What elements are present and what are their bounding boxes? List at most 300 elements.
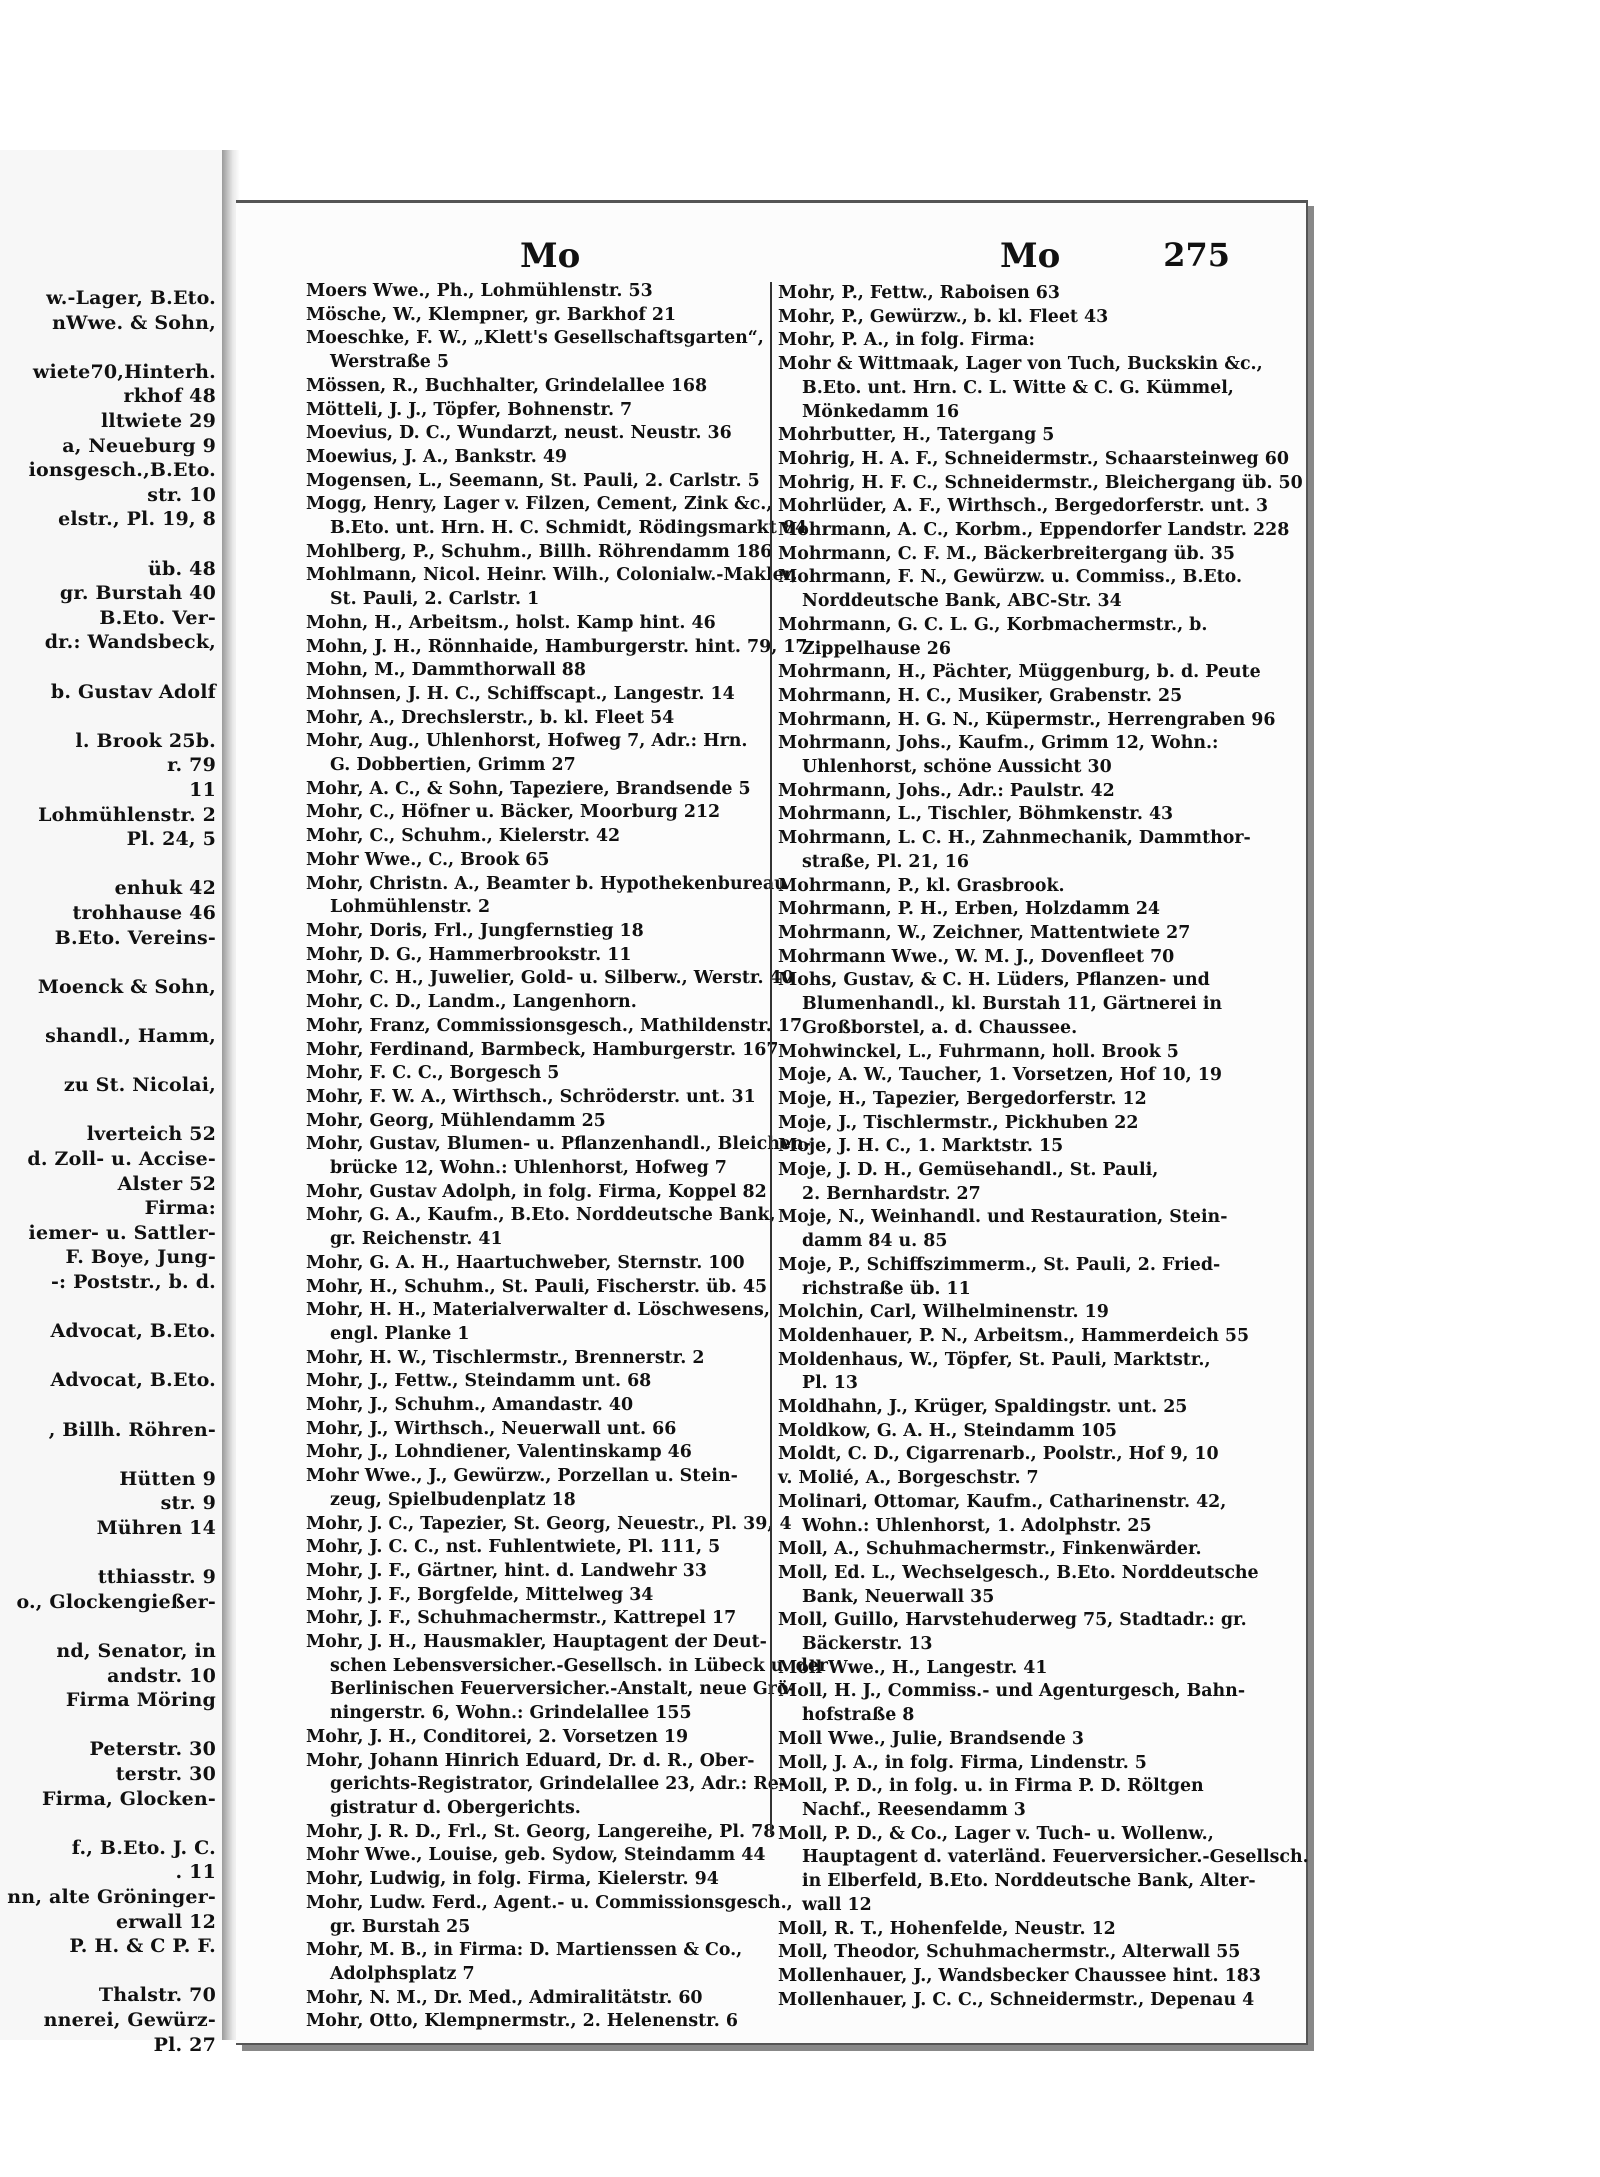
directory-entry (306, 1631, 828, 1726)
left-fragment-line: Peterstr. 30 (89, 1738, 216, 1761)
entry-line: Mohr, F. W. A., Wirthsch., Schröderstr. unt. 31 (306, 1086, 756, 1107)
left-fragment-line: erwall 12 (115, 1910, 216, 1933)
entry-line: Moers Wwe., Ph., Lohmühlenstr. 53 (306, 281, 653, 301)
left-fragment-line: w.-Lager, B.Eto. (46, 287, 216, 309)
entry-line: Moevius, D. C., Wundarzt, neust. Neustr. 36 (306, 423, 732, 444)
directory-entry (778, 875, 1230, 899)
directory-entry (306, 1465, 756, 1512)
entry-line: Mohr, Georg, Mühlendamm 25 (306, 1110, 606, 1131)
entry-line: Uhlenhorst, schöne Aussicht 30 (802, 757, 1112, 778)
entry-line: Mohr, P., Fettw., Raboisen 63 (778, 283, 1061, 303)
directory-entry (306, 636, 808, 660)
entry-line: Mohr, Doris, Frl., Jungfernstieg 18 (306, 920, 644, 941)
left-fragment-line: f., B.Eto. J. C. (71, 1836, 216, 1859)
entry-line: Moll, R. T., Hohenfelde, Neustr. 12 (778, 1918, 1116, 1939)
directory-entry (778, 543, 1235, 567)
directory-entry (306, 1276, 768, 1300)
directory-entry (306, 1584, 756, 1608)
entry-line: Adolphsplatz 7 (330, 1963, 475, 1984)
entry-line: Hauptagent d. vaterländ. Feuerversicher.-Gesellsch. (802, 1847, 1309, 1868)
entry-line: damm 84 u. 85 (802, 1231, 948, 1252)
directory-entry (306, 564, 798, 611)
entry-line: Mohr, M. B., in Firma: D. Martienssen & Co., (306, 1940, 743, 1961)
left-fragment-line: Mühren 14 (96, 1517, 216, 1539)
directory-entry (778, 661, 1261, 685)
directory-entry (778, 1396, 1230, 1420)
directory-entry (306, 778, 756, 802)
entry-line: Mohr, Ludw. Ferd., Agent.- u. Commissionsgesch., (306, 1892, 793, 1913)
left-fragment-line: Moenck & Sohn, (37, 975, 216, 998)
directory-entry (778, 329, 1230, 353)
entry-line: Mohlberg, P., Schuhm., Billh. Röhrendamm 186 (306, 541, 773, 562)
left-page-fragment (0, 150, 225, 2056)
entry-line: Mohrmann, P. H., Erben, Holzdamm 24 (778, 899, 1161, 920)
entry-line: Molchin, Carl, Wilhelminenstr. 19 (778, 1302, 1109, 1323)
directory-entry (778, 1680, 1246, 1727)
directory-entry (306, 1939, 756, 1986)
left-fragment-line: a, Neueburg 9 (62, 434, 216, 457)
page-header (300, 236, 1230, 276)
directory-entry (306, 1299, 770, 1346)
directory-entry (306, 1821, 776, 1845)
entry-line: Mösche, W., Klempner, gr. Barkhof 21 (306, 304, 677, 325)
left-fragment-line: andstr. 10 (107, 1664, 216, 1687)
entry-line: Mohr, G. A. H., Haartuchweber, Sternstr. 100 (306, 1252, 745, 1273)
entry-line: Mohr, Christn. A., Beamter b. Hypothekenbureau (306, 873, 787, 894)
entry-line: Mohr, Ferdinand, Barmbeck, Hamburgerstr. 167 (306, 1039, 779, 1060)
entry-line: St. Pauli, 2. Carlstr. 1 (330, 589, 540, 610)
left-fragment-line: Firma, Glocken- (42, 1787, 216, 1810)
entry-line: Mohrmann Wwe., W. M. J., Dovenfleet 70 (778, 946, 1175, 967)
entry-line: Norddeutsche Bank, ABC-Str. 34 (802, 591, 1122, 612)
entry-line: Moje, N., Weinhandl. und Restauration, Stein- (778, 1207, 1228, 1228)
entry-line: Mohr, J. H., Conditorei, 2. Vorsetzen 19 (306, 1726, 689, 1747)
directory-entry (306, 1110, 756, 1134)
entry-line: Moll, Theodor, Schuhmachermstr., Alterwall 55 (778, 1942, 1241, 1963)
left-fragment-line: elstr., Pl. 19, 8 (58, 508, 216, 531)
left-fragment-line: B.Eto. Vereins- (54, 926, 216, 949)
directory-entry (306, 1181, 767, 1205)
entry-line: Zippelhause 26 (802, 638, 951, 659)
entry-line: Mohrmann, P., kl. Grasbrook. (778, 875, 1065, 896)
directory-entry (778, 827, 1251, 874)
entry-line: Mohrmann, A. C., Korbm., Eppendorfer Landstr. 228 (778, 520, 1290, 541)
directory-entry (778, 519, 1290, 543)
entry-line: Mohr, F. C. C., Borgesch 5 (306, 1063, 560, 1084)
directory-entry (306, 1987, 756, 2011)
directory-entry (306, 944, 756, 968)
left-fragment-line: dr.: Wandsbeck, (44, 631, 216, 654)
entry-line: hofstraße 8 (802, 1705, 915, 1726)
directory-entry (778, 1752, 1230, 1776)
entry-line: richstraße üb. 11 (802, 1278, 971, 1299)
directory-entry (306, 327, 764, 374)
directory-entry (306, 1015, 803, 1039)
left-fragment-line: terstr. 30 (115, 1763, 216, 1785)
left-fragment-line: wiete70,Hinterh. (32, 360, 216, 383)
entry-line: Mohr, Johann Hinrich Eduard, Dr. d. R., Ober- (306, 1750, 755, 1771)
entry-line: Moldenhaus, W., Töpfer, St. Pauli, Marktstr., (778, 1349, 1211, 1370)
entry-line: Mohlmann, Nicol. Heinr. Wilh., Colonialw.-Makler, (306, 565, 798, 586)
entry-line: Mohr, G. A., Kaufm., B.Eto. Norddeutsche Bank, (306, 1205, 776, 1226)
entry-line: Mohr Wwe., C., Brook 65 (306, 849, 550, 870)
entry-line: gerichts-Registrator, Grindelallee 23, Adr.: Re- (330, 1774, 786, 1795)
directory-entry (306, 1536, 756, 1560)
directory-entry (778, 898, 1230, 922)
entry-line: Mohwinckel, L., Fuhrmann, holl. Brook 5 (778, 1041, 1179, 1062)
directory-entry (778, 424, 1230, 448)
directory-entry (778, 1965, 1261, 1989)
entry-line: Mohrmann, F. N., Gewürzw. u. Commiss., B.Eto. (778, 567, 1243, 588)
left-fragment-line: b. Gustav Adolf (50, 680, 216, 703)
entry-line: Mohr, P. A., in folg. Firma: (778, 330, 1035, 351)
entry-line: Blumenhandl., kl. Burstah 11, Gärtnerei in (802, 994, 1223, 1015)
directory-entry (778, 448, 1289, 472)
left-fragment-line: üb. 48 (148, 557, 216, 580)
entry-line: Mohr, Franz, Commissionsgesch., Mathildenstr. 17 (306, 1015, 803, 1036)
entry-line: Moll, P. D., in folg. u. in Firma P. D. Röltgen (778, 1776, 1204, 1797)
directory-entry (778, 709, 1276, 733)
left-fragment-line: Advocat, B.Eto. (50, 1320, 216, 1343)
entry-line: G. Dobbertien, Grimm 27 (330, 755, 576, 776)
directory-entry (306, 493, 808, 540)
directory-entry (778, 780, 1230, 804)
entry-line: Moll Wwe., Julie, Brandsende 3 (778, 1728, 1084, 1749)
entry-line: Moewius, J. A., Bankstr. 49 (306, 446, 568, 467)
entry-line: ningerstr. 6, Wohn.: Grindelallee 155 (330, 1703, 692, 1724)
entry-line: v. Molié, A., Borgeschstr. 7 (778, 1468, 1039, 1489)
entry-line: gistratur d. Obergerichts. (330, 1798, 581, 1818)
left-fragment-line: nn, alte Gröninger- (7, 1886, 216, 1908)
directory-entry (306, 1252, 756, 1276)
directory-entry (306, 399, 756, 423)
entry-line: Mohr, J. C., Tapezier, St. Georg, Neuestr., Pl. 39, 4 (306, 1513, 792, 1534)
directory-entry (778, 1064, 1230, 1088)
directory-entry (778, 969, 1230, 1040)
directory-entry (778, 1491, 1230, 1538)
left-fragment-line: nWwe. & Sohn, (52, 311, 216, 334)
entry-line: Mohr Wwe., J., Gewürzw., Porzellan u. Stein- (306, 1466, 738, 1487)
directory-entry (778, 803, 1230, 827)
directory-entry (778, 946, 1230, 970)
entry-line: Mohr, A., Drechslerstr., b. kl. Fleet 54 (306, 707, 675, 728)
entry-line: Mohrmann, L. C. H., Zahnmechanik, Dammthor- (778, 828, 1251, 849)
entry-line: Mohrig, H. F. C., Schneidermstr., Bleichergang üb. 50 (778, 472, 1303, 493)
left-fragment-line: Lohmühlenstr. 2 (38, 803, 216, 826)
entry-line: Moll, P. D., & Co., Lager v. Tuch- u. Wollenw., (778, 1823, 1214, 1844)
directory-entry (306, 683, 756, 707)
directory-entry (306, 991, 756, 1015)
left-fragment-line: tthiasstr. 9 (97, 1566, 216, 1589)
left-fragment-line: str. 10 (147, 483, 216, 506)
entry-line: Mohr, J., Fettw., Steindamm unt. 68 (306, 1371, 652, 1392)
directory-entry (306, 707, 756, 731)
directory-entry (778, 472, 1303, 496)
left-fragment-line: Pl. 24, 5 (126, 828, 216, 851)
entry-line: Mohr, C., Schuhm., Kielerstr. 42 (306, 826, 621, 847)
entry-line: Mohr, D. G., Hammerbrookstr. 11 (306, 944, 632, 965)
directory-entry (306, 304, 756, 328)
directory-entry (778, 282, 1230, 306)
left-fragment-line: str. 9 (160, 1492, 216, 1515)
directory-entry (778, 1135, 1230, 1159)
entry-line: schen Lebensversicher.-Gesellsch. in Lübeck u. der (330, 1655, 828, 1676)
left-fragment-line: trohhause 46 (72, 902, 216, 924)
entry-line: Großborstel, a. d. Chaussee. (802, 1017, 1078, 1038)
entry-line: Mohrmann, Johs., Adr.: Paulstr. 42 (778, 780, 1115, 801)
entry-line: Mohr, Gustav, Blumen- u. Pflanzenhandl., Bleichen- (306, 1134, 811, 1155)
entry-line: Wohn.: Uhlenhorst, 1. Adolphstr. 25 (802, 1515, 1152, 1536)
header-right-letters: Mo (1000, 236, 1061, 276)
entry-line: Moll, J. A., in folg. Firma, Lindenstr. 5 (778, 1752, 1147, 1773)
entry-line: Moje, A. W., Taucher, 1. Vorsetzen, Hof 10, 19 (778, 1065, 1222, 1086)
directory-entry (306, 612, 756, 636)
directory-entry (306, 2010, 756, 2034)
entry-line: Mohr, J., Wirthsch., Neuerwall unt. 66 (306, 1418, 677, 1439)
entry-line: Mohrmann, H. C., Musiker, Grabenstr. 25 (778, 685, 1183, 706)
left-fragment-line: r. 79 (167, 754, 216, 777)
left-fragment-line: nnerei, Gewürz- (43, 2009, 216, 2031)
entry-line: Mohr, Otto, Klempnermstr., 2. Helenenstr. 6 (306, 2011, 738, 2032)
directory-entry (306, 920, 756, 944)
left-fragment-line: zu St. Nicolai, (63, 1074, 216, 1097)
entry-line: Moje, J. D. H., Gemüsehandl., St. Pauli, (778, 1160, 1159, 1181)
entry-line: Mohr, C. D., Landm., Langenhorn. (306, 992, 637, 1013)
entry-line: Moje, P., Schiffszimmerm., St. Pauli, 2. Fried- (778, 1254, 1221, 1275)
entry-line: Werstraße 5 (330, 352, 450, 373)
entry-line: Mollenhauer, J., Wandsbecker Chaussee hint. 183 (778, 1965, 1261, 1986)
directory-entry (306, 1370, 756, 1394)
directory-entry (778, 1206, 1230, 1253)
entry-line: Mohrmann, G. C. L. G., Korbmachermstr., b. (778, 614, 1208, 635)
left-fragment-line: Thalstr. 70 (98, 1984, 216, 2007)
left-fragment-line: lverteich 52 (86, 1123, 216, 1146)
directory-entry (306, 541, 773, 565)
directory-entry (306, 1441, 756, 1465)
entry-line: Mohnsen, J. H. C., Schiffscapt., Langestr. 14 (306, 683, 735, 704)
entry-line: Mohr, H. H., Materialverwalter d. Löschwesens, (306, 1300, 770, 1321)
directory-entry (306, 446, 756, 470)
entry-line: Pl. 13 (802, 1373, 858, 1394)
directory-entry (306, 1039, 779, 1063)
entry-line: Mohrmann, C. F. M., Bäckerbreitergang üb. 35 (778, 543, 1235, 564)
directory-entry (778, 1941, 1241, 1965)
entry-line: Moldt, C. D., Cigarrenarb., Poolstr., Hof 9, 10 (778, 1444, 1219, 1465)
directory-entry (778, 1989, 1255, 2013)
left-fragment-line: nd, Senator, in (56, 1640, 216, 1662)
entry-line: Mohr, P., Gewürzw., b. kl. Fleet 43 (778, 306, 1109, 327)
entry-line: gr. Reichenstr. 41 (330, 1229, 503, 1250)
entry-line: Mohn, H., Arbeitsm., holst. Kamp hint. 46 (306, 612, 716, 633)
entry-line: Mohr, J. H., Hausmakler, Hauptagent der Deut- (306, 1632, 767, 1653)
directory-entry (778, 1301, 1230, 1325)
directory-entry (778, 1443, 1230, 1467)
directory-entry (778, 1349, 1230, 1396)
page-number: 275 (1163, 236, 1230, 274)
entry-line: Mogg, Henry, Lager v. Filzen, Cement, Zink &c., (306, 494, 773, 515)
entry-line: Moje, J., Tischlermstr., Pickhuben 22 (778, 1112, 1139, 1133)
directory-entry (306, 730, 756, 777)
directory-entry (778, 495, 1269, 519)
entry-line: brücke 12, Wohn.: Uhlenhorst, Hofweg 7 (330, 1158, 727, 1179)
left-fragment-line: Firma: (144, 1197, 216, 1220)
left-fragment-line: iemer- u. Sattler- (28, 1221, 216, 1244)
entry-line: Mönkedamm 16 (802, 401, 960, 422)
directory-entry (778, 614, 1230, 661)
directory-entry (778, 1609, 1247, 1656)
entry-line: 2. Bernhardstr. 27 (802, 1183, 981, 1204)
entry-line: Mohr, A. C., & Sohn, Tapeziere, Brandsende 5 (306, 778, 751, 799)
directory-entry (778, 566, 1243, 613)
left-fragment-line: B.Eto. Ver- (99, 606, 216, 629)
entry-line: Mohr, N. M., Dr. Med., Admiralitätstr. 60 (306, 1987, 703, 2008)
entry-line: B.Eto. unt. Hrn. C. L. Witte & C. G. Kümmel, (802, 377, 1234, 398)
directory-entry (306, 801, 756, 825)
entry-line: Mohr, C., Höfner u. Bäcker, Moorburg 212 (306, 802, 721, 823)
entry-line: Mohn, M., Dammthorwall 88 (306, 660, 586, 681)
left-fragment-line: 11 (189, 779, 216, 801)
directory-entry (778, 1823, 1309, 1918)
left-fragment-line: -: Poststr., b. d. (50, 1271, 216, 1293)
left-fragment-line: Firma Möring (65, 1689, 216, 1712)
directory-entry (778, 1728, 1230, 1752)
entry-line: Mohr, Aug., Uhlenhorst, Hofweg 7, Adr.: Hrn. (306, 731, 748, 752)
entry-line: Moje, H., Tapezier, Bergedorferstr. 12 (778, 1088, 1147, 1109)
entry-line: zeug, Spielbudenplatz 18 (330, 1489, 576, 1510)
entry-line: Mohr, H. W., Tischlermstr., Brennerstr. 2 (306, 1347, 705, 1368)
entry-line: Mollenhauer, J. C. C., Schneidermstr., Depenau 4 (778, 1989, 1255, 2010)
header-left-letters: Mo (520, 236, 581, 276)
entry-line: Mohrmann, Johs., Kaufm., Grimm 12, Wohn.: (778, 733, 1219, 754)
directory-entry (778, 1775, 1230, 1822)
entry-line: Mötteli, J. J., Töpfer, Bohnenstr. 7 (306, 399, 633, 420)
entry-line: Moldenhauer, P. N., Arbeitsm., Hammerdeich 55 (778, 1325, 1250, 1346)
directory-entry (306, 1513, 792, 1537)
entry-line: Mohr, Gustav Adolph, in folg. Firma, Koppel 82 (306, 1181, 767, 1202)
entry-line: Moeschke, F. W., „Klett's Gesellschaftsgarten“, (306, 328, 764, 349)
directory-entry (778, 1325, 1250, 1349)
directory-entry (306, 1560, 756, 1584)
entry-line: Mohr, J. R. D., Frl., St. Georg, Langereihe, Pl. 78 (306, 1821, 776, 1842)
entry-line: Mohr, J. F., Borgfelde, Mittelweg 34 (306, 1584, 654, 1605)
entry-line: Mohn, J. H., Rönnhaide, Hamburgerstr. hint. 79, 17 (306, 636, 808, 657)
left-fragment-line: Hütten 9 (119, 1467, 216, 1490)
entry-line: Mohr, J. F., Gärtner, hint. d. Landwehr 33 (306, 1560, 707, 1581)
directory-entry (306, 1347, 756, 1371)
entry-line: gr. Burstah 25 (330, 1916, 471, 1937)
entry-line: Mohr, C. H., Juwelier, Gold- u. Silberw., Werstr. 40 (306, 968, 794, 989)
entry-line: Mohrbutter, H., Tatergang 5 (778, 425, 1055, 446)
directory-entry (306, 1204, 776, 1251)
directory-entry (306, 1418, 756, 1442)
right-column (770, 282, 1309, 2010)
entry-line: Mogensen, L., Seemann, St. Pauli, 2. Carlstr. 5 (306, 470, 760, 491)
entry-line: straße, Pl. 21, 16 (802, 851, 969, 872)
entry-line: Mohrmann, L., Tischler, Böhmkenstr. 43 (778, 804, 1174, 825)
entry-line: Mohrmann, H., Pächter, Müggenburg, b. d. Peute (778, 662, 1261, 683)
directory-entry (306, 1394, 756, 1418)
entry-line: in Elberfeld, B.Eto. Norddeutsche Bank, Alter- (802, 1871, 1256, 1892)
directory-entry (306, 280, 756, 304)
left-fragment-line: ionsgesch.,B.Eto. (28, 459, 216, 482)
directory-entry (306, 375, 756, 399)
entry-line: Moll Wwe., H., Langestr. 41 (778, 1657, 1048, 1678)
directory-entry (306, 1750, 786, 1821)
left-fragment-line: rkhof 48 (123, 385, 216, 408)
left-column (306, 280, 828, 2034)
directory-entry (306, 1062, 756, 1086)
directory-entry (306, 1844, 766, 1868)
directory-entry (306, 967, 794, 991)
directory-entry (306, 422, 756, 446)
directory-entry (778, 1088, 1230, 1112)
directory-entry (778, 1657, 1230, 1681)
directory-entry (778, 1420, 1230, 1444)
left-fragment-line: Advocat, B.Eto. (50, 1369, 216, 1392)
directory-entry (306, 849, 756, 873)
left-fragment-line: l. Brook 25b. (75, 729, 216, 752)
entry-line: Mohr, J., Schuhm., Amandastr. 40 (306, 1395, 634, 1416)
directory-entry (306, 659, 756, 683)
entry-line: Mohr, Ludwig, in folg. Firma, Kielerstr. 94 (306, 1869, 719, 1890)
directory-entry (306, 1133, 811, 1180)
entry-line: Berlinischen Feuerversicher.-Anstalt, neue Grö- (330, 1679, 796, 1700)
entry-line: Molinari, Ottomar, Kaufm., Catharinenstr. 42, (778, 1491, 1227, 1512)
entry-line: Mohr, H., Schuhm., St. Pauli, Fischerstr. üb. 45 (306, 1276, 768, 1297)
left-fragment-line: Pl. 27 (153, 2033, 216, 2056)
entry-line: Mohrmann, H. G. N., Küpermstr., Herrengraben 96 (778, 709, 1276, 730)
entry-line: Mohrig, H. A. F., Schneidermstr., Schaarsteinweg 60 (778, 448, 1289, 469)
entry-line: B.Eto. unt. Hrn. H. C. Schmidt, Rödingsmarkt 84 (330, 518, 808, 539)
entry-line: Mohr & Wittmaak, Lager von Tuch, Buckskin &c., (778, 354, 1263, 375)
directory-entry (306, 1086, 756, 1110)
entry-line: engl. Planke 1 (330, 1323, 470, 1344)
entry-line: Moldkow, G. A. H., Steindamm 105 (778, 1420, 1117, 1441)
directory-entry (778, 685, 1230, 709)
entry-line: Moll, A., Schuhmachermstr., Finkenwärder. (778, 1539, 1202, 1560)
directory-entry (778, 1918, 1230, 1942)
directory-entry (778, 306, 1230, 330)
entry-line: Mohrlüder, A. F., Wirthsch., Bergedorferstr. unt. 3 (778, 496, 1269, 517)
directory-entry (778, 1159, 1230, 1206)
directory-entry (306, 825, 756, 849)
entry-line: Moll, H. J., Commiss.- und Agenturgesch, Bahn- (778, 1681, 1246, 1702)
left-fragment-line: o., Glockengießer- (16, 1590, 216, 1613)
entry-line: Mohr, J., Lohndiener, Valentinskamp 46 (306, 1442, 692, 1463)
directory-entry (778, 1112, 1230, 1136)
directory-entry (778, 1562, 1259, 1609)
directory-entry (778, 1254, 1230, 1301)
directory-entry (778, 1538, 1230, 1562)
entry-line: Nachf., Reesendamm 3 (802, 1800, 1026, 1820)
directory-entry (306, 1607, 756, 1631)
left-fragment-line: P. H. & C P. F. (69, 1935, 216, 1958)
entry-line: Bäckerstr. 13 (802, 1634, 933, 1655)
entry-line: wall 12 (802, 1894, 872, 1915)
left-fragment-line: Alster 52 (117, 1172, 216, 1195)
directory-entry (306, 1892, 793, 1939)
entry-line: Moldhahn, J., Krüger, Spaldingstr. unt. 25 (778, 1397, 1188, 1418)
left-fragment-line: d. Zoll- u. Accise- (27, 1148, 216, 1170)
entry-line: Moje, J. H. C., 1. Marktstr. 15 (778, 1136, 1064, 1157)
directory-entry (306, 470, 760, 494)
entry-line: Mohrmann, W., Zeichner, Mattentwiete 27 (778, 922, 1191, 943)
directory-entry (778, 1467, 1230, 1491)
entry-line: Moll, Guillo, Harvstehuderweg 75, Stadtadr.: gr. (778, 1610, 1247, 1631)
entry-line: Mohr, J. F., Schuhmachermstr., Kattrepel 17 (306, 1608, 737, 1629)
directory-entry (306, 1868, 756, 1892)
left-fragment-line: shandl., Hamm, (45, 1025, 216, 1047)
